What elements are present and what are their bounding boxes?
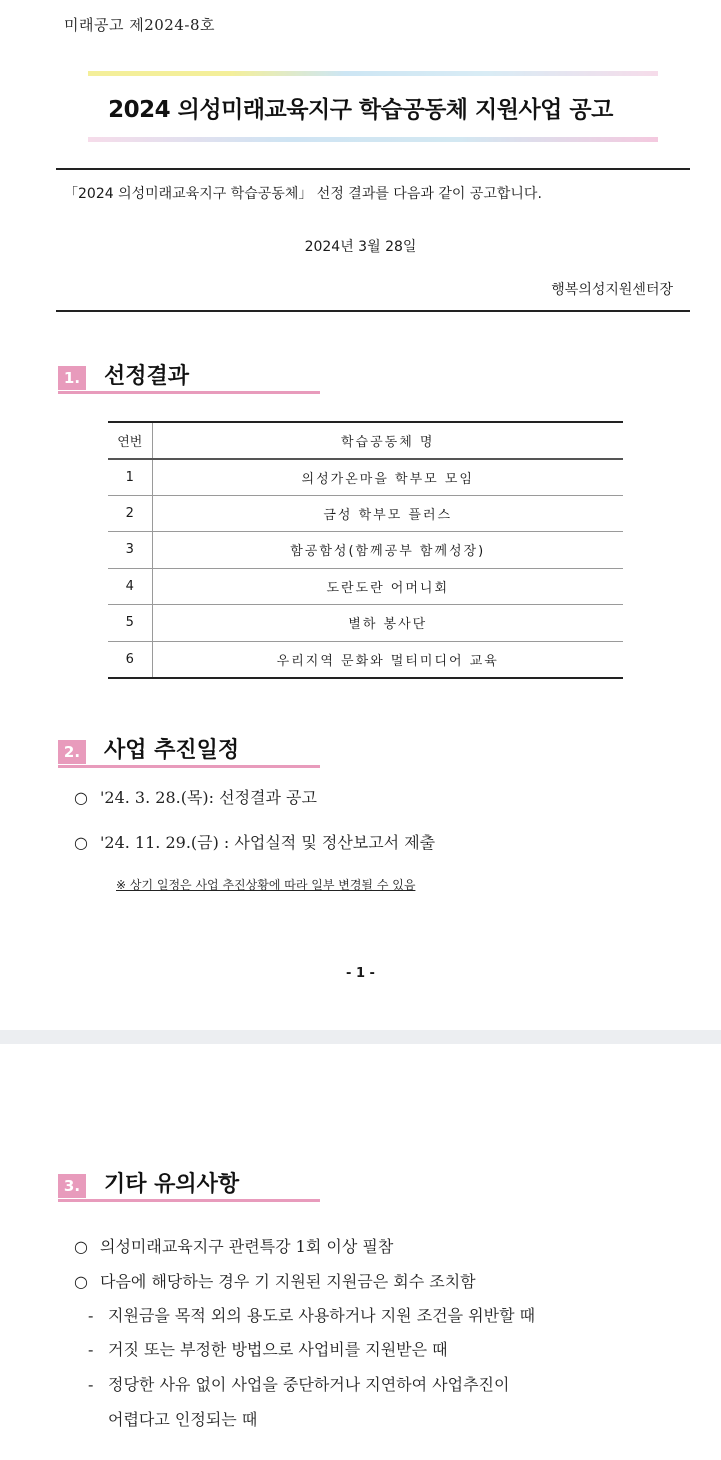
table-row bbox=[108, 641, 623, 678]
announcement-intro: 「2024 의성미래교육지구 학습공동체」 선정 결과를 다음과 같이 공고합니다. bbox=[64, 186, 542, 202]
notice-item-text: 다음에 해당하는 경우 기 지원된 지원금은 회수 조치함 bbox=[100, 1272, 476, 1291]
table-header-row bbox=[108, 422, 623, 459]
dash-bullet-icon: - bbox=[88, 1375, 94, 1394]
decorative-bar-top bbox=[88, 71, 658, 76]
schedule-note: ※ 상기 일정은 사업 추진상황에 따라 일부 변경될 수 있음 bbox=[116, 878, 416, 892]
circle-bullet-icon: ○ bbox=[74, 833, 88, 852]
section-underline bbox=[58, 765, 320, 768]
section-title: 기타 유의사항 bbox=[104, 1172, 240, 1197]
notice-item-text: 의성미래교육지구 관련특강 1회 이상 필참 bbox=[100, 1237, 394, 1256]
page-number: - 1 - bbox=[346, 966, 375, 981]
selection-results-table bbox=[108, 421, 623, 679]
section-heading-schedule bbox=[58, 733, 320, 769]
notice-sub-item bbox=[88, 1337, 448, 1360]
announcement-date: 2024년 3월 28일 bbox=[304, 239, 417, 255]
notice-sub-item bbox=[88, 1303, 535, 1326]
notice-sub-item-text: 지원금을 목적 외의 용도로 사용하거나 지원 조건을 위반할 때 bbox=[108, 1306, 536, 1325]
dash-bullet-icon: - bbox=[88, 1306, 94, 1325]
table-row bbox=[108, 568, 623, 605]
notice-sub-item-continuation: 어렵다고 인정되는 때 bbox=[108, 1410, 258, 1429]
notice-sub-item-text: 정당한 사유 없이 사업을 중단하거나 지연하여 사업추진이 bbox=[108, 1375, 510, 1394]
notice-sub-item bbox=[88, 1372, 509, 1395]
section-underline bbox=[58, 1199, 320, 1202]
community-name: 도란도란 어머니회 bbox=[152, 568, 623, 605]
notice-sub-item-text: 거짓 또는 부정한 방법으로 사업비를 지원받은 때 bbox=[108, 1340, 448, 1359]
row-number: 6 bbox=[108, 641, 152, 678]
schedule-item-text: '24. 11. 29.(금) : 사업실적 및 정산보고서 제출 bbox=[100, 833, 436, 852]
section-title: 사업 추진일정 bbox=[104, 738, 240, 763]
row-number: 4 bbox=[108, 568, 152, 605]
section-title: 선정결과 bbox=[104, 364, 190, 389]
row-number: 5 bbox=[108, 605, 152, 642]
section-underline bbox=[58, 391, 320, 394]
column-header-number: 연번 bbox=[108, 422, 152, 459]
section-heading-selection-results bbox=[58, 359, 320, 395]
page-title: 2024 의성미래교육지구 학습공동체 지원사업 공고 bbox=[108, 97, 613, 123]
divider-top bbox=[56, 168, 690, 170]
row-number: 2 bbox=[108, 495, 152, 532]
section-number-badge: 3. bbox=[58, 1174, 86, 1198]
announcement-signer: 행복의성지원센터장 bbox=[551, 282, 673, 298]
schedule-item-text: '24. 3. 28.(목): 선정결과 공고 bbox=[100, 788, 317, 807]
schedule-item bbox=[74, 785, 317, 808]
table-row bbox=[108, 532, 623, 569]
row-number: 1 bbox=[108, 459, 152, 496]
notice-item bbox=[74, 1269, 476, 1292]
community-name: 의성가온마을 학부모 모임 bbox=[152, 459, 623, 496]
decorative-bar-bottom bbox=[88, 137, 658, 142]
column-header-community-name: 학습공동체 명 bbox=[152, 422, 623, 459]
circle-bullet-icon: ○ bbox=[74, 1272, 88, 1291]
community-name: 별하 봉사단 bbox=[152, 605, 623, 642]
table-row bbox=[108, 495, 623, 532]
section-number-badge: 1. bbox=[58, 366, 86, 390]
row-number: 3 bbox=[108, 532, 152, 569]
document-number: 미래공고 제2024-8호 bbox=[64, 16, 215, 34]
dash-bullet-icon: - bbox=[88, 1340, 94, 1359]
community-name: 금성 학부모 플러스 bbox=[152, 495, 623, 532]
community-name: 함공함성(함께공부 함께성장) bbox=[152, 532, 623, 569]
circle-bullet-icon: ○ bbox=[74, 1237, 88, 1256]
circle-bullet-icon: ○ bbox=[74, 788, 88, 807]
table-row bbox=[108, 605, 623, 642]
notice-item bbox=[74, 1234, 393, 1257]
section-heading-notes bbox=[58, 1167, 320, 1203]
document-page-2 bbox=[0, 1044, 721, 1460]
section-number-badge: 2. bbox=[58, 740, 86, 764]
schedule-item bbox=[74, 830, 435, 853]
divider-bottom bbox=[56, 310, 690, 312]
table-row bbox=[108, 459, 623, 496]
community-name: 우리지역 문화와 멀티미디어 교육 bbox=[152, 641, 623, 678]
page-separator bbox=[0, 1030, 721, 1044]
